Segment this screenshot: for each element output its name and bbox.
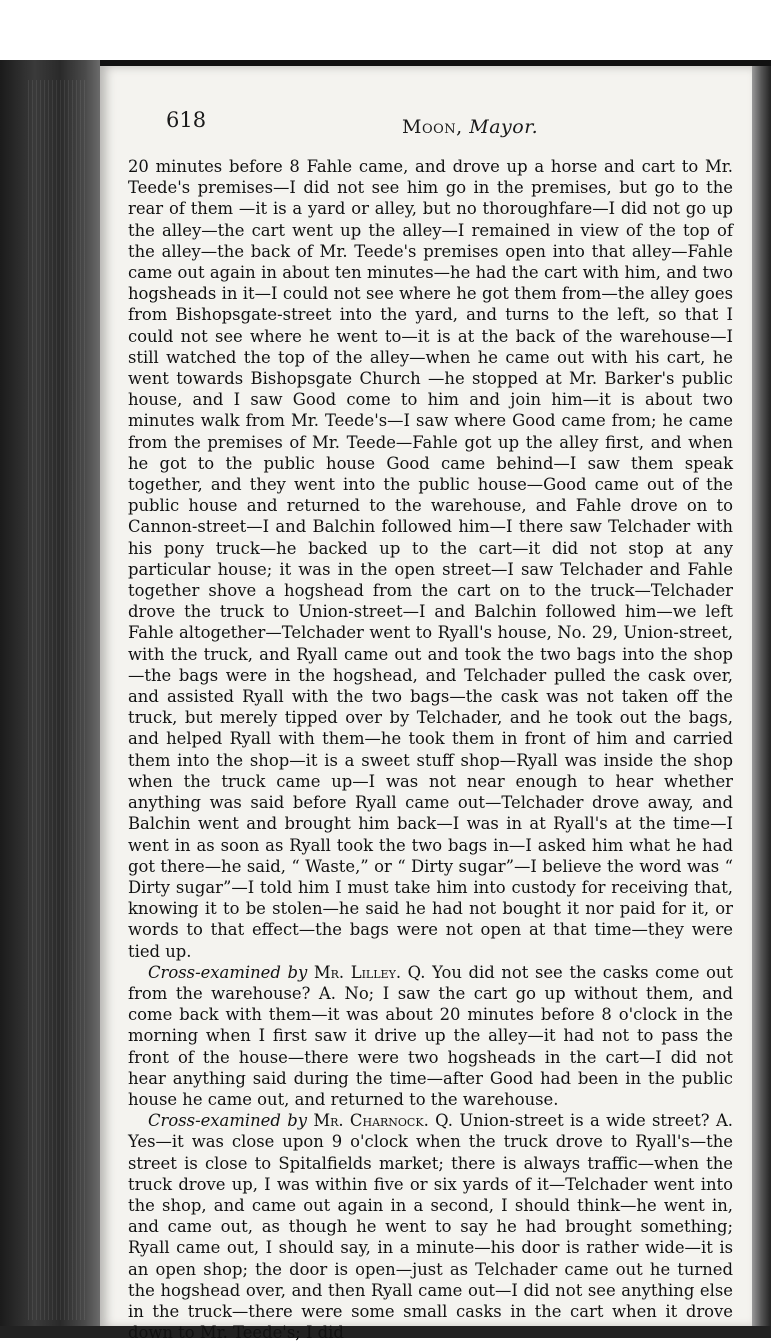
running-head bbox=[402, 116, 538, 138]
cross-examination-charnock bbox=[128, 1110, 733, 1343]
page-header bbox=[166, 108, 726, 148]
cross-examination-lilley bbox=[128, 962, 733, 1110]
page-body bbox=[128, 156, 733, 1343]
cross-examination-text: Q. Union-street is a wide street? A. Yes—it was close upon 9 o'clock when the truck drove to Ryall's—the street is close to Spitalfields market; there is always traffic—when the truck drove up, I was within five or six yards of it—Telchader went into the shop, and came out again in a second, I should think—he went in, and came out, as though he went to say he had brought something; Ryall came out, I should say, in a minute—his door is rather wide—it is an open shop; the door is open—just as Telchader came out he turned the hogshead over, and then Ryall came out—I did not see anything else in the truck—there were some small casks in the cart when it drove down to Mr. Teede's; I did bbox=[128, 1111, 733, 1343]
running-head-title: Mayor. bbox=[469, 116, 539, 138]
counsel-name: Mr. Lilley. bbox=[313, 962, 402, 982]
cross-examined-label: Cross-examined by bbox=[148, 962, 308, 982]
cross-examination-text: Q. You did not see the casks come out from the warehouse? A. No; I saw the cart go up without them, and come back with them—it was about 20 minutes before 8 o'clock in the morning when I first saw it drive up the alley—it had not to pass the front of the house—there were two hogsheads in the cart—I did not hear anything said during the time—after Good had been in the public house he came out, and returned to the warehouse. bbox=[128, 962, 734, 1109]
page-right-edge bbox=[752, 66, 771, 1328]
page-number: 618 bbox=[166, 108, 207, 132]
counsel-name: Mr. Charnock. bbox=[313, 1111, 429, 1131]
cross-examined-label: Cross-examined by bbox=[148, 1111, 307, 1131]
running-head-name: Moon, bbox=[402, 116, 463, 138]
book-spine-texture bbox=[28, 80, 88, 1320]
testimony-paragraph: 20 minutes before 8 Fahle came, and drove up a horse and cart to Mr. Teede's premises—I did not see him go in the premises, but go to the rear of them —it is a yard or alley, but no thoroughfare—I did not go up the alley—the cart went up the alley—I remained in view of the top of the alley—the back of Mr. Teede's premises open into that alley—Fahle came out again in about ten minutes—he had the cart with him, and two hogsheads in it—I could not see where he got them from—the alley goes from Bishopsgate-street into the yard, and turns to the left, so that I could not see where he went to—it is at the back of the warehouse—I still watched the top of the alley—when he came out with his cart, he went towards Bishopsgate Church —he stopped at Mr. Barker's public house, and I saw Good come to him and join him—it is about two minutes walk from Mr. Teede's—I saw where Good came from; he came from the premises of Mr. Teede—Fahle got up the alley first, and when he got to the public house Good came behind—I saw them speak together, and they went into the public house—Good came out of the public house and returned to the warehouse, and Fahle drove on to Cannon-street—I and Balchin followed him—I there saw Telchader with his pony truck—he backed up to the cart—it did not stop at any particular house; it was in the open street—I saw Telchader and Fahle together shove a hogshead from the cart on to the truck—Telchader drove the truck to Union-street—I and Balchin followed him—we left Fahle altogether—Telchader went to Ryall's house, No. 29, Union-street, with the truck, and Ryall came out and took the two bags into the shop—the bags were in the hogshead, and Telchader pulled the cask over, and assisted Ryall with the two bags—the cask was not taken off the truck, but merely tipped over by Telchader, and he took out the bags, and helped Ryall with them—he took them in front of him and carried them into the shop—it is a sweet stuff shop—Ryall was inside the shop when the truck came up—I was not near enough to hear whether anything was said before Ryall came out—Telchader drove away, and Balchin went and brought him back—I was in at Ryall's at the time—I went in as soon as Ryall took the two bags in—I asked him what he had got there—he said, “ Waste,” or “ Dirty sugar”—I believe the word was “ Dirty sugar”—I told him I must take him into custody for receiving that, knowing it to be stolen—he said he had not bought it nor paid for it, or words to that effect—the bags were not open at that time—they were tied up. bbox=[128, 157, 733, 961]
